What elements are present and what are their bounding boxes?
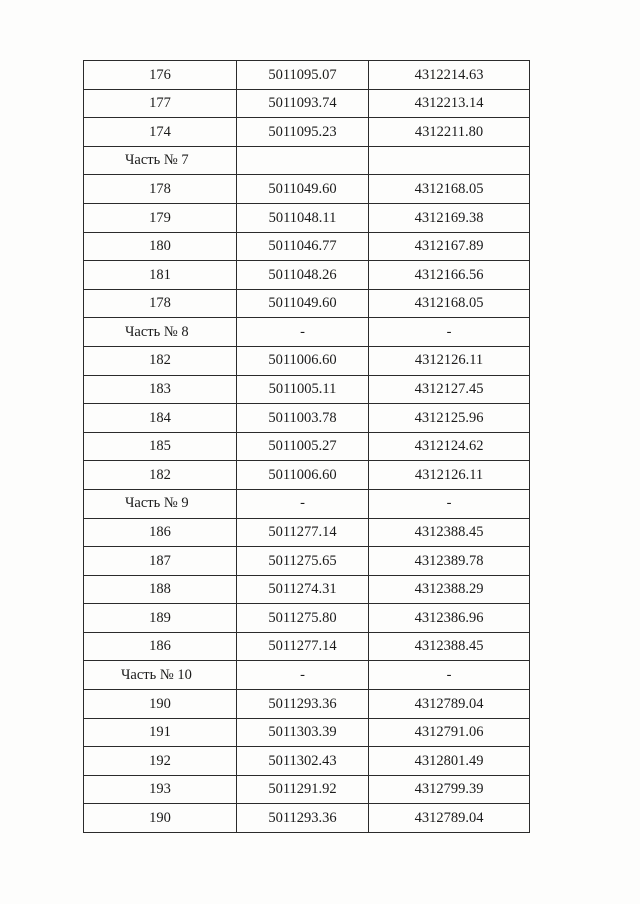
point-number-cell: 180	[84, 232, 237, 261]
y-coordinate-cell: 4312214.63	[369, 61, 530, 90]
y-coordinate-cell: 4312166.56	[369, 261, 530, 290]
x-coordinate-cell: -	[237, 318, 369, 347]
y-coordinate-cell: 4312167.89	[369, 232, 530, 261]
point-number-cell: 190	[84, 690, 237, 719]
y-coordinate-cell: -	[369, 318, 530, 347]
table-row	[84, 547, 530, 576]
x-coordinate-cell: -	[237, 489, 369, 518]
y-coordinate-cell: 4312213.14	[369, 89, 530, 118]
x-coordinate-cell: 5011003.78	[237, 404, 369, 433]
point-number-cell: 177	[84, 89, 237, 118]
coordinates-table-body	[84, 61, 530, 833]
y-coordinate-cell: 4312168.05	[369, 289, 530, 318]
y-coordinate-cell: 4312125.96	[369, 404, 530, 433]
y-coordinate-cell: 4312126.11	[369, 346, 530, 375]
point-number-cell: 188	[84, 575, 237, 604]
table-row	[84, 432, 530, 461]
x-coordinate-cell: 5011095.23	[237, 118, 369, 147]
x-coordinate-cell: 5011095.07	[237, 61, 369, 90]
point-number-cell: 191	[84, 718, 237, 747]
point-number-cell: 189	[84, 604, 237, 633]
y-coordinate-cell: -	[369, 661, 530, 690]
coordinates-table	[83, 60, 530, 833]
point-number-cell: 181	[84, 261, 237, 290]
point-number-cell: 186	[84, 632, 237, 661]
y-coordinate-cell	[369, 146, 530, 175]
table-row	[84, 747, 530, 776]
x-coordinate-cell: 5011291.92	[237, 775, 369, 804]
table-row	[84, 804, 530, 833]
x-coordinate-cell: 5011277.14	[237, 632, 369, 661]
y-coordinate-cell: 4312126.11	[369, 461, 530, 490]
table-row	[84, 375, 530, 404]
y-coordinate-cell: 4312169.38	[369, 203, 530, 232]
x-coordinate-cell: 5011005.27	[237, 432, 369, 461]
x-coordinate-cell: 5011303.39	[237, 718, 369, 747]
table-row	[84, 775, 530, 804]
table-row	[84, 89, 530, 118]
table-row	[84, 261, 530, 290]
y-coordinate-cell: 4312789.04	[369, 804, 530, 833]
x-coordinate-cell: 5011293.36	[237, 804, 369, 833]
y-coordinate-cell: -	[369, 489, 530, 518]
point-number-cell: 186	[84, 518, 237, 547]
part-label-cell: Часть № 10	[84, 661, 237, 690]
point-number-cell: 182	[84, 346, 237, 375]
table-row	[84, 404, 530, 433]
table-row	[84, 718, 530, 747]
table-row	[84, 632, 530, 661]
y-coordinate-cell: 4312168.05	[369, 175, 530, 204]
x-coordinate-cell: 5011005.11	[237, 375, 369, 404]
y-coordinate-cell: 4312124.62	[369, 432, 530, 461]
table-row	[84, 61, 530, 90]
y-coordinate-cell: 4312211.80	[369, 118, 530, 147]
x-coordinate-cell: 5011277.14	[237, 518, 369, 547]
y-coordinate-cell: 4312388.45	[369, 632, 530, 661]
x-coordinate-cell: 5011274.31	[237, 575, 369, 604]
x-coordinate-cell: 5011302.43	[237, 747, 369, 776]
table-row	[84, 461, 530, 490]
part-label-cell: Часть № 7	[84, 146, 237, 175]
y-coordinate-cell: 4312791.06	[369, 718, 530, 747]
table-row	[84, 289, 530, 318]
point-number-cell: 192	[84, 747, 237, 776]
part-label-cell: Часть № 9	[84, 489, 237, 518]
point-number-cell: 174	[84, 118, 237, 147]
point-number-cell: 178	[84, 175, 237, 204]
table-row	[84, 175, 530, 204]
table-row	[84, 518, 530, 547]
x-coordinate-cell: -	[237, 661, 369, 690]
table-row	[84, 690, 530, 719]
y-coordinate-cell: 4312801.49	[369, 747, 530, 776]
x-coordinate-cell: 5011048.26	[237, 261, 369, 290]
part-header-row	[84, 489, 530, 518]
part-header-row	[84, 661, 530, 690]
point-number-cell: 179	[84, 203, 237, 232]
point-number-cell: 187	[84, 547, 237, 576]
x-coordinate-cell: 5011006.60	[237, 346, 369, 375]
y-coordinate-cell: 4312389.78	[369, 547, 530, 576]
y-coordinate-cell: 4312388.29	[369, 575, 530, 604]
x-coordinate-cell: 5011049.60	[237, 289, 369, 318]
part-header-row	[84, 146, 530, 175]
x-coordinate-cell	[237, 146, 369, 175]
part-header-row	[84, 318, 530, 347]
table-row	[84, 346, 530, 375]
x-coordinate-cell: 5011093.74	[237, 89, 369, 118]
point-number-cell: 193	[84, 775, 237, 804]
y-coordinate-cell: 4312127.45	[369, 375, 530, 404]
table-row	[84, 118, 530, 147]
y-coordinate-cell: 4312388.45	[369, 518, 530, 547]
table-row	[84, 604, 530, 633]
y-coordinate-cell: 4312789.04	[369, 690, 530, 719]
point-number-cell: 190	[84, 804, 237, 833]
x-coordinate-cell: 5011275.65	[237, 547, 369, 576]
point-number-cell: 182	[84, 461, 237, 490]
y-coordinate-cell: 4312386.96	[369, 604, 530, 633]
point-number-cell: 184	[84, 404, 237, 433]
part-label-cell: Часть № 8	[84, 318, 237, 347]
point-number-cell: 185	[84, 432, 237, 461]
table-row	[84, 575, 530, 604]
point-number-cell: 176	[84, 61, 237, 90]
x-coordinate-cell: 5011048.11	[237, 203, 369, 232]
x-coordinate-cell: 5011049.60	[237, 175, 369, 204]
x-coordinate-cell: 5011275.80	[237, 604, 369, 633]
x-coordinate-cell: 5011046.77	[237, 232, 369, 261]
point-number-cell: 183	[84, 375, 237, 404]
x-coordinate-cell: 5011293.36	[237, 690, 369, 719]
table-row	[84, 232, 530, 261]
y-coordinate-cell: 4312799.39	[369, 775, 530, 804]
table-row	[84, 203, 530, 232]
x-coordinate-cell: 5011006.60	[237, 461, 369, 490]
point-number-cell: 178	[84, 289, 237, 318]
